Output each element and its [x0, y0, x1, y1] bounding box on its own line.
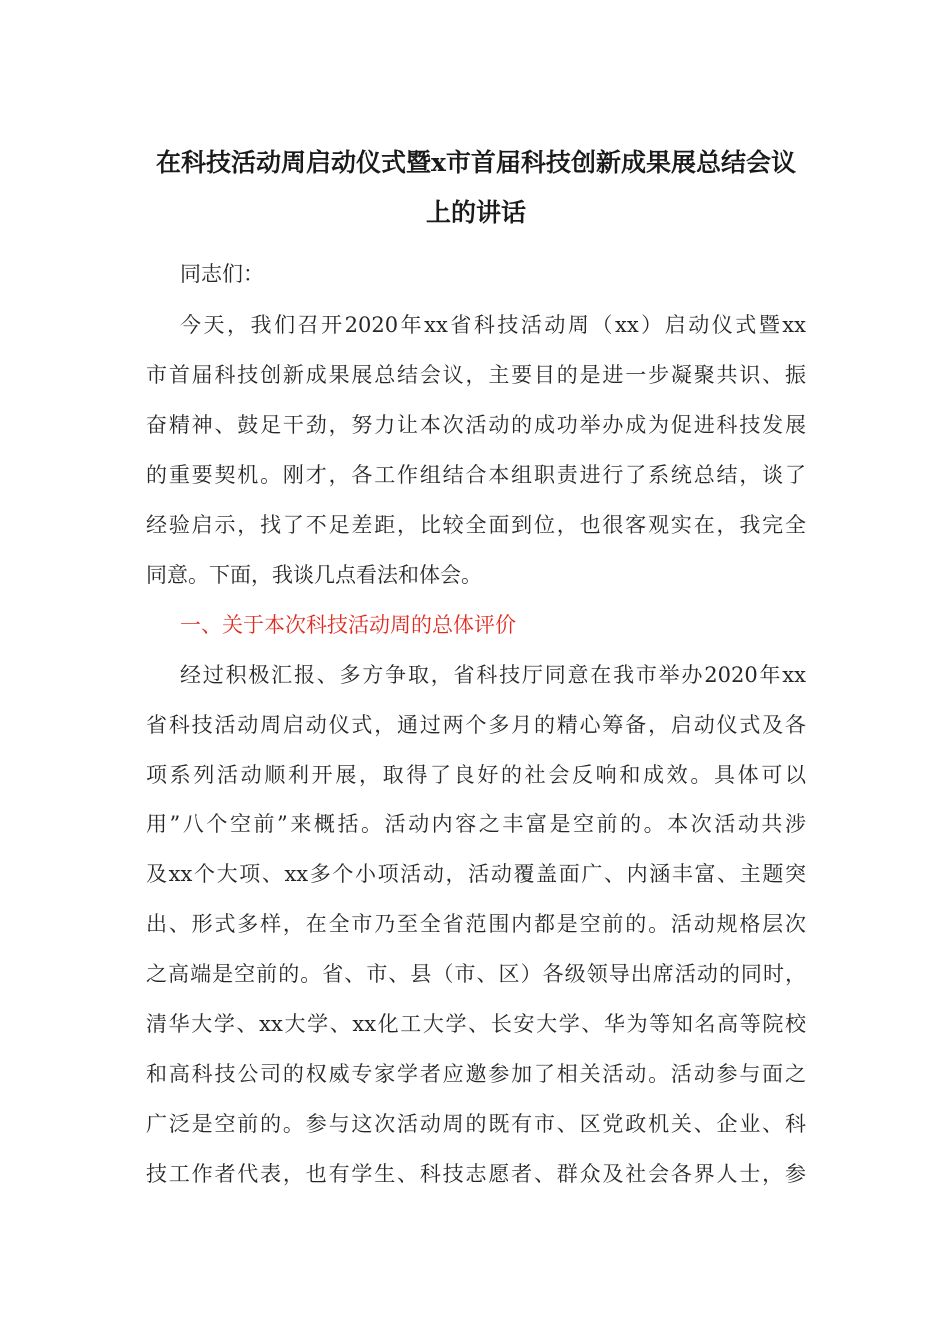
body-line: 用”八个空前”来概括。活动内容之丰富是空前的。本次活动共涉 [146, 812, 806, 836]
salutation: 同志们： [180, 262, 264, 286]
document-title-line-2: 上的讲话 [425, 198, 526, 227]
body-line: 省科技活动周启动仪式，通过两个多月的精心筹备，启动仪式及各 [146, 713, 806, 737]
body-line: 市首届科技创新成果展总结会议，主要目的是进一步凝聚共识、振 [146, 363, 806, 387]
section-heading: 一、关于本次科技活动周的总体评价 [180, 613, 516, 637]
body-line: 同意。下面，我谈几点看法和体会。 [146, 563, 482, 587]
body-line: 及xx个大项、xx多个小项活动，活动覆盖面广、内涵丰富、主题突 [146, 862, 806, 886]
body-line: 技工作者代表，也有学生、科技志愿者、群众及社会各界人士，参 [146, 1162, 806, 1186]
body-line: 经验启示，找了不足差距，比较全面到位，也很客观实在，我完全 [146, 513, 806, 537]
body-line: 项系列活动顺利开展，取得了良好的社会反响和成效。具体可以 [146, 763, 806, 787]
body-line: 的重要契机。刚才，各工作组结合本组职责进行了系统总结，谈了 [146, 463, 806, 487]
body-line: 今天，我们召开2020年xx省科技活动周（xx）启动仪式暨xx [180, 313, 806, 337]
body-line: 清华大学、xx大学、xx化工大学、长安大学、华为等知名高等院校 [146, 1012, 806, 1036]
body-line: 和高科技公司的权威专家学者应邀参加了相关活动。活动参与面之 [146, 1062, 806, 1086]
document-title-line-1: 在科技活动周启动仪式暨x市首届科技创新成果展总结会议 [156, 148, 796, 177]
body-line: 之高端是空前的。省、市、县（市、区）各级领导出席活动的同时， [146, 962, 806, 986]
body-line: 奋精神、鼓足干劲，努力让本次活动的成功举办成为促进科技发展 [146, 413, 806, 437]
body-line: 出、形式多样，在全市乃至全省范围内都是空前的。活动规格层次 [146, 912, 806, 936]
body-line: 经过积极汇报、多方争取，省科技厅同意在我市举办2020年xx [180, 663, 806, 687]
body-line: 广泛是空前的。参与这次活动周的既有市、区党政机关、企业、科 [146, 1112, 806, 1136]
